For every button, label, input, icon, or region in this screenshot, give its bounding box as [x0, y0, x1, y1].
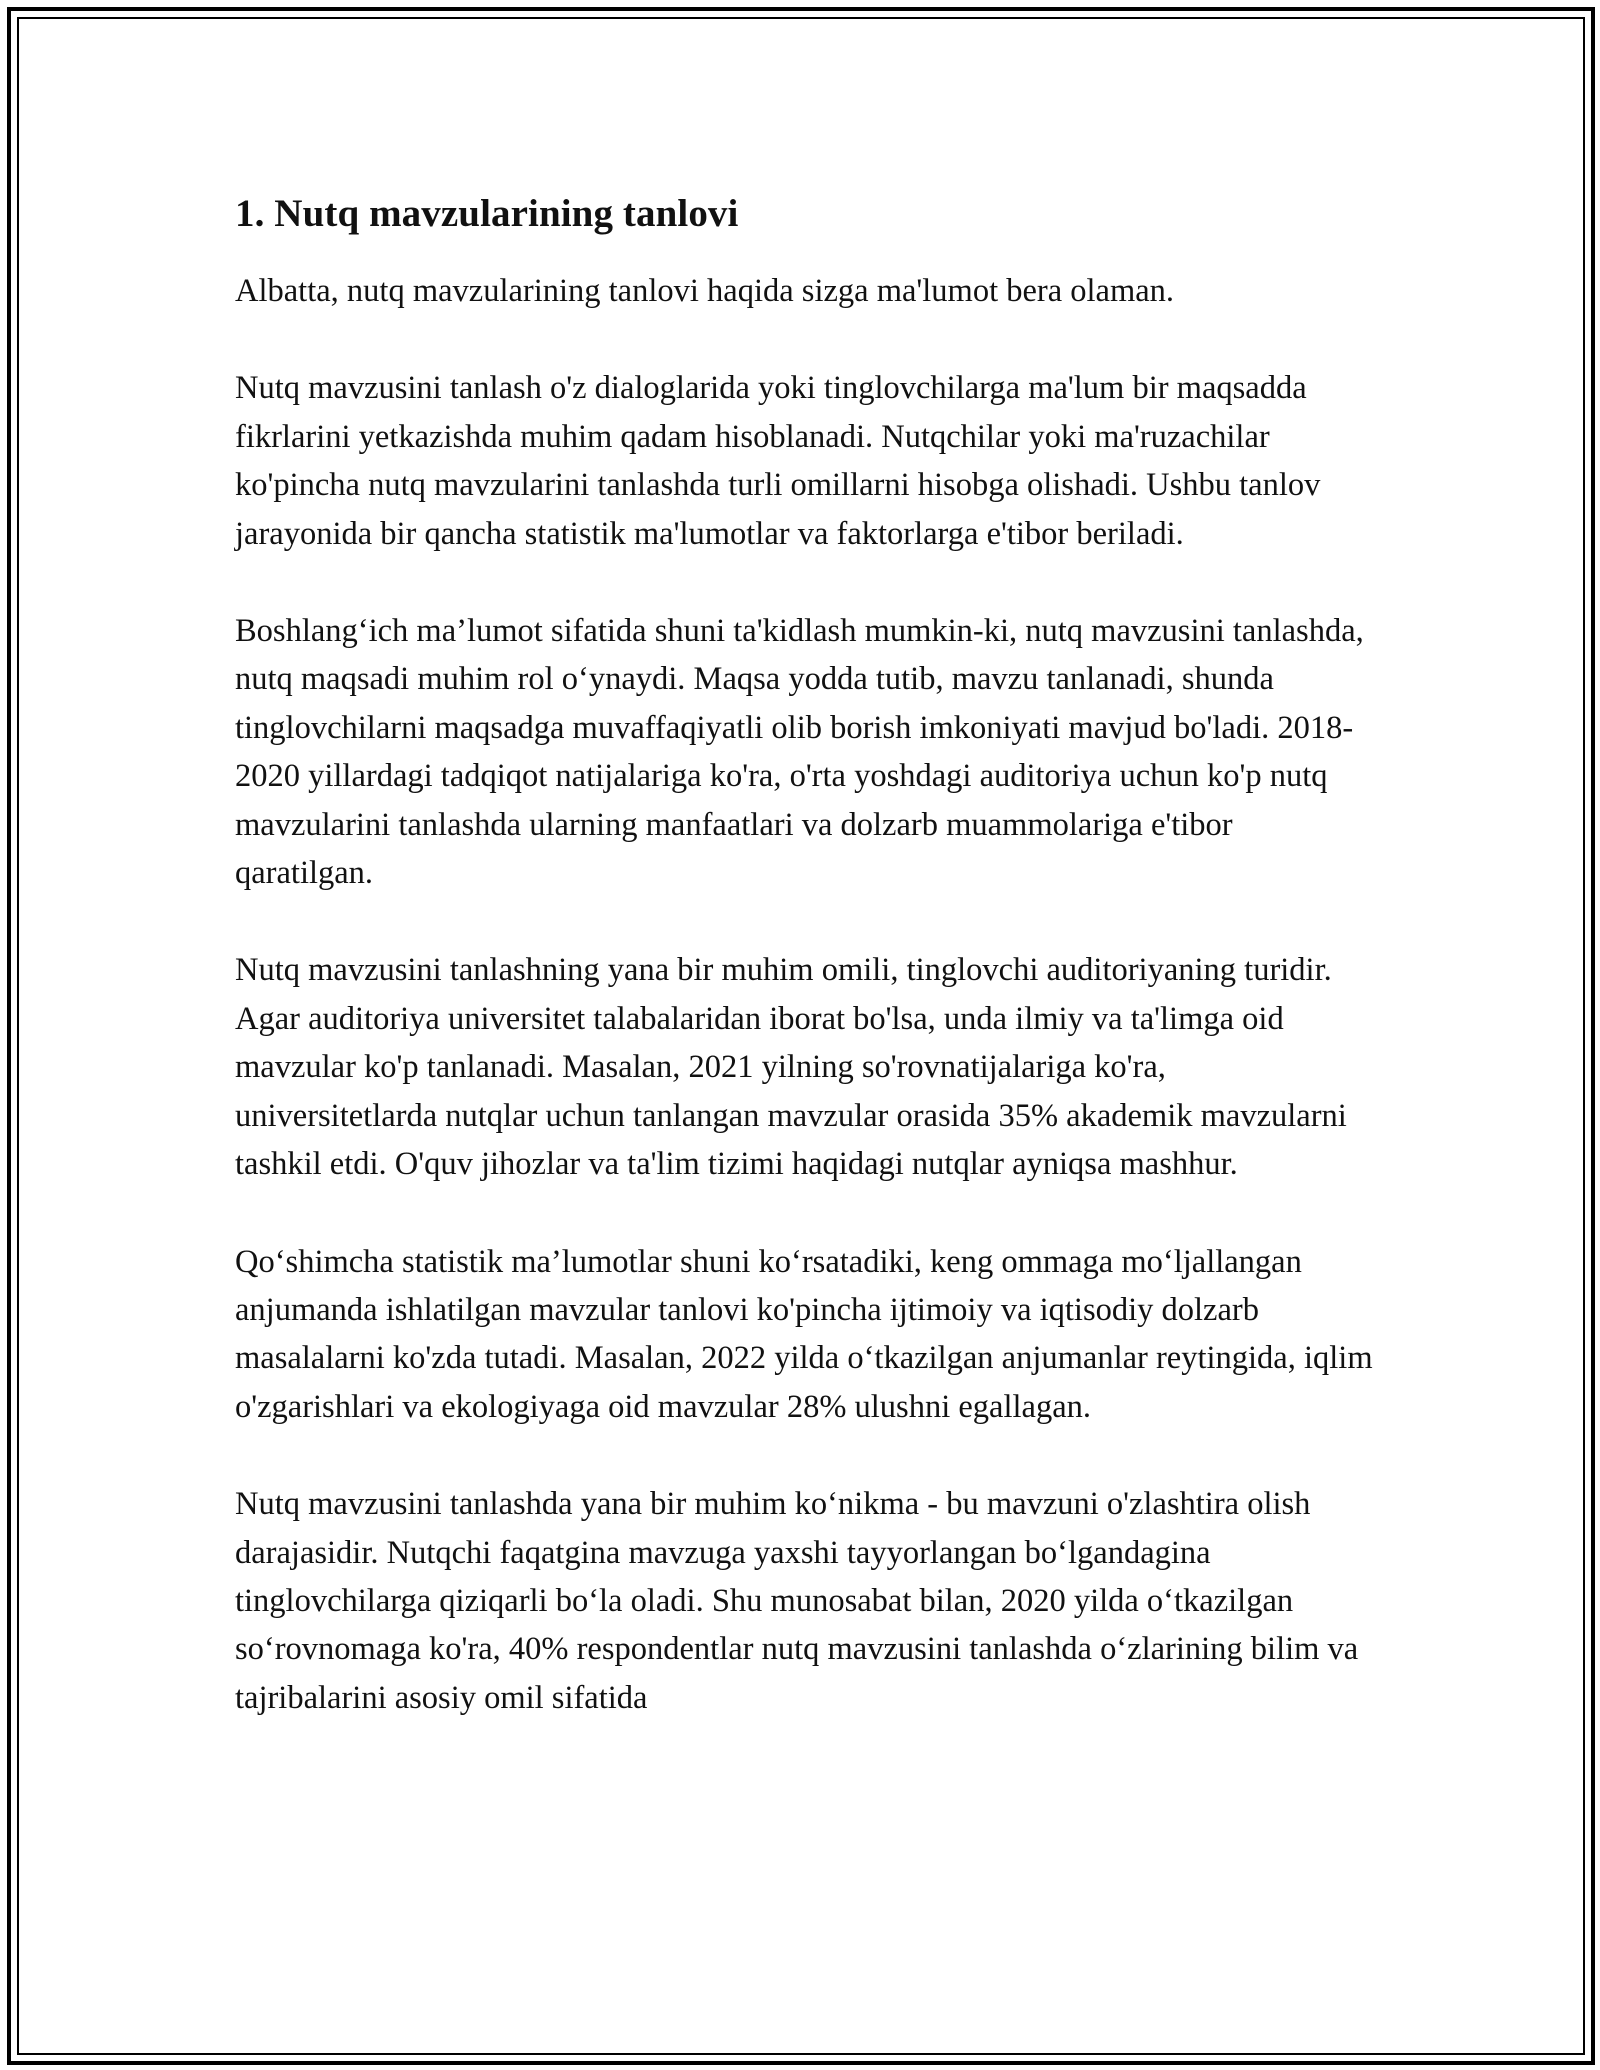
paragraph-intro: Albatta, nutq mavzularining tanlovi haqida sizga ma'lumot bera olaman.: [235, 273, 1175, 309]
section-title: 1. Nutq mavzularining tanlovi: [235, 192, 739, 235]
paragraph-speech-purpose: Boshlang‘ich ma’lumot sifatida shuni ta'kidlash mumkin-ki, nutq mavzusini tanlashda, nutq maqsadi muhim rol o‘ynaydi. Maqsa yodda tutib, mavzu tanlanadi, shunda tinglovchilarni maqsadga muvaffaqiyatli olib borish imkoniyati mavjud bo'ladi. 2018-2020 yillardagi tadqiqot natijalariga ko'ra, o'rta yoshdagi auditoriya uchun ko'p nutq mavzularini tanlashda ularning manfaatlari va dolzarb muammolariga e'tibor qaratilgan.: [235, 613, 1364, 892]
document-body: [235, 188, 1375, 1771]
paragraph-topic-selection: Nutq mavzusini tanlash o'z dialoglarida yoki tinglovchilarga ma'lum bir maqsadda fikrlarini yetkazishda muhim qadam hisoblanadi. Nutqchilar yoki ma'ruzachilar ko'pincha nutq mavzularini tanlashda turli omillarni hisobga olishadi. Ushbu tanlov jarayonida bir qancha statistik ma'lumotlar va faktorlarga e'tibor beriladi.: [235, 370, 1321, 552]
paragraph-audience-type: Nutq mavzusini tanlashning yana bir muhim omili, tinglovchi auditoriyaning turidir. Agar auditoriya universitet talabalaridan iborat bo'lsa, unda ilmiy va ta'limga oid mavzular ko'p tanlanadi. Masalan, 2021 yilning so'rovnatijalariga ko'ra, universitetlarda nutqlar uchun tanlangan mavzular orasida 35% akademik mavzularni tashkil etdi. O'quv jihozlar va ta'lim tizimi haqidagi nutqlar ayniqsa mashhur.: [235, 952, 1347, 1183]
paragraph-additional-statistics: Qo‘shimcha statistik ma’lumotlar shuni ko‘rsatadiki, keng ommaga mo‘ljallangan anjumanda ishlatilgan mavzular tanlovi ko'pincha ijtimoiy va iqtisodiy dolzarb masalalarni ko'zda tutadi. Masalan, 2022 yilda o‘tkazilgan anjumanlar reytingida, iqlim o'zgarishlari va ekologiyaga oid mavzular 28% ulushni egallagan.: [235, 1243, 1373, 1425]
paragraph-topic-mastery: Nutq mavzusini tanlashda yana bir muhim ko‘nikma - bu mavzuni o'zlashtira olish darajasidir. Nutqchi faqatgina mavzuga yaxshi tayyorlangan bo‘lgandagina tinglovchilarga qiziqarli bo‘la oladi. Shu munosabat bilan, 2020 yilda o‘tkazilgan so‘rovnomaga ko'ra, 40% respondentlar nutq mavzusini tanlashda o‘zlarining bilim va tajribalarini asosiy omil sifatida: [235, 1486, 1359, 1716]
